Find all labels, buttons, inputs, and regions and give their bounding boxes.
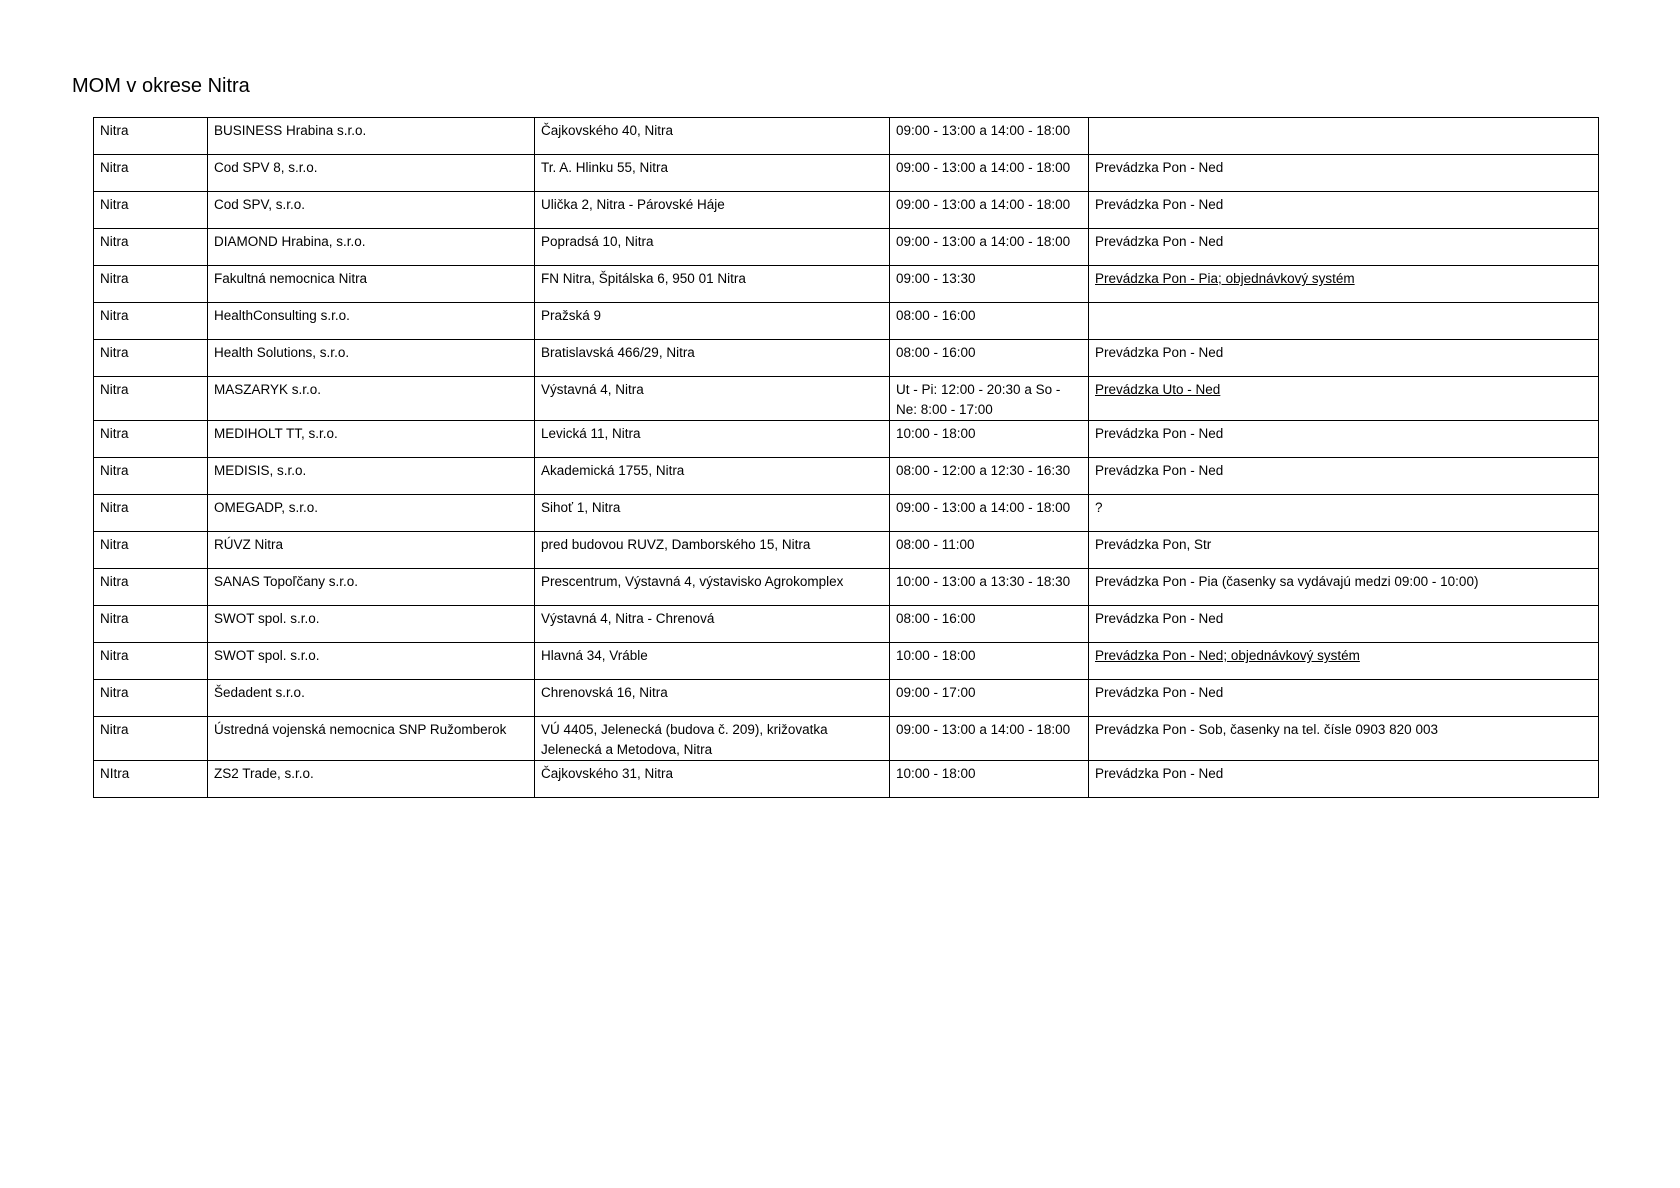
table-row <box>94 421 1599 458</box>
note-cell: Prevádzka Pon - Sob, časenky na tel. čísle 0903 820 003 <box>1089 717 1599 761</box>
name-cell: ZS2 Trade, s.r.o. <box>208 761 535 798</box>
name-cell: RÚVZ Nitra <box>208 532 535 569</box>
table-row <box>94 192 1599 229</box>
name-cell: HealthConsulting s.r.o. <box>208 303 535 340</box>
address-cell: Popradsá 10, Nitra <box>535 229 890 266</box>
city-cell: Nitra <box>94 377 208 421</box>
city-cell: Nitra <box>94 421 208 458</box>
hours-cell: 09:00 - 13:00 a 14:00 - 18:00 <box>890 192 1089 229</box>
note-cell: Prevádzka Pon - Ned <box>1089 421 1599 458</box>
hours-cell: 10:00 - 18:00 <box>890 643 1089 680</box>
city-cell: Nitra <box>94 229 208 266</box>
note-cell: ? <box>1089 495 1599 532</box>
note-cell: Prevádzka Pon - Ned <box>1089 229 1599 266</box>
table-row <box>94 303 1599 340</box>
city-cell: Nitra <box>94 266 208 303</box>
address-cell: Pražská 9 <box>535 303 890 340</box>
mom-table-body <box>94 118 1599 798</box>
name-cell: BUSINESS Hrabina s.r.o. <box>208 118 535 155</box>
note-cell: Prevádzka Pon - Ned <box>1089 340 1599 377</box>
table-row <box>94 569 1599 606</box>
hours-cell: 08:00 - 12:00 a 12:30 - 16:30 <box>890 458 1089 495</box>
city-cell: NItra <box>94 761 208 798</box>
name-cell: SANAS Topoľčany s.r.o. <box>208 569 535 606</box>
name-cell: MEDIHOLT TT, s.r.o. <box>208 421 535 458</box>
hours-cell: 08:00 - 11:00 <box>890 532 1089 569</box>
address-cell: Čajkovského 31, Nitra <box>535 761 890 798</box>
note-cell: Prevádzka Pon - Ned <box>1089 458 1599 495</box>
address-cell: Chrenovská 16, Nitra <box>535 680 890 717</box>
city-cell: Nitra <box>94 643 208 680</box>
table-row <box>94 155 1599 192</box>
table-row <box>94 606 1599 643</box>
hours-cell: 09:00 - 13:00 a 14:00 - 18:00 <box>890 495 1089 532</box>
address-cell: Ulička 2, Nitra - Párovské Háje <box>535 192 890 229</box>
note-cell: Prevádzka Pon - Ned <box>1089 680 1599 717</box>
hours-cell: 10:00 - 18:00 <box>890 421 1089 458</box>
table-row <box>94 229 1599 266</box>
city-cell: Nitra <box>94 569 208 606</box>
name-cell: OMEGADP, s.r.o. <box>208 495 535 532</box>
address-cell: Levická 11, Nitra <box>535 421 890 458</box>
hours-cell: Ut - Pi: 12:00 - 20:30 a So - Ne: 8:00 - 17:00 <box>890 377 1089 421</box>
city-cell: Nitra <box>94 717 208 761</box>
note-cell <box>1089 303 1599 340</box>
table-row <box>94 118 1599 155</box>
hours-cell: 09:00 - 13:00 a 14:00 - 18:00 <box>890 155 1089 192</box>
note-cell: Prevádzka Pon, Str <box>1089 532 1599 569</box>
city-cell: Nitra <box>94 495 208 532</box>
name-cell: MEDISIS, s.r.o. <box>208 458 535 495</box>
address-cell: Bratislavská 466/29, Nitra <box>535 340 890 377</box>
city-cell: Nitra <box>94 458 208 495</box>
name-cell: Cod SPV, s.r.o. <box>208 192 535 229</box>
city-cell: Nitra <box>94 303 208 340</box>
address-cell: Tr. A. Hlinku 55, Nitra <box>535 155 890 192</box>
table-row <box>94 717 1599 761</box>
name-cell: Šedadent s.r.o. <box>208 680 535 717</box>
note-cell: Prevádzka Pon - Pia (časenky sa vydávajú medzi 09:00 - 10:00) <box>1089 569 1599 606</box>
name-cell: Ústredná vojenská nemocnica SNP Ružomberok <box>208 717 535 761</box>
city-cell: Nitra <box>94 155 208 192</box>
city-cell: Nitra <box>94 192 208 229</box>
city-cell: Nitra <box>94 680 208 717</box>
hours-cell: 09:00 - 13:00 a 14:00 - 18:00 <box>890 118 1089 155</box>
table-row <box>94 761 1599 798</box>
table-row <box>94 532 1599 569</box>
name-cell: MASZARYK s.r.o. <box>208 377 535 421</box>
hours-cell: 10:00 - 13:00 a 13:30 - 18:30 <box>890 569 1089 606</box>
city-cell: Nitra <box>94 532 208 569</box>
address-cell: Výstavná 4, Nitra <box>535 377 890 421</box>
note-cell <box>1089 118 1599 155</box>
hours-cell: 10:00 - 18:00 <box>890 761 1089 798</box>
note-cell: Prevádzka Pon - Ned <box>1089 761 1599 798</box>
name-cell: Health Solutions, s.r.o. <box>208 340 535 377</box>
address-cell: Čajkovského 40, Nitra <box>535 118 890 155</box>
name-cell: SWOT spol. s.r.o. <box>208 643 535 680</box>
address-cell: Prescentrum, Výstavná 4, výstavisko Agrokomplex <box>535 569 890 606</box>
note-cell: Prevádzka Pon - Pia; objednávkový systém <box>1089 266 1599 303</box>
note-cell: Prevádzka Pon - Ned; objednávkový systém <box>1089 643 1599 680</box>
hours-cell: 08:00 - 16:00 <box>890 303 1089 340</box>
table-row <box>94 266 1599 303</box>
address-cell: FN Nitra, Špitálska 6, 950 01 Nitra <box>535 266 890 303</box>
table-row <box>94 377 1599 421</box>
note-cell: Prevádzka Pon - Ned <box>1089 192 1599 229</box>
note-cell: Prevádzka Pon - Ned <box>1089 606 1599 643</box>
name-cell: DIAMOND Hrabina, s.r.o. <box>208 229 535 266</box>
city-cell: Nitra <box>94 606 208 643</box>
city-cell: Nitra <box>94 118 208 155</box>
table-row <box>94 643 1599 680</box>
table-row <box>94 340 1599 377</box>
hours-cell: 08:00 - 16:00 <box>890 606 1089 643</box>
name-cell: SWOT spol. s.r.o. <box>208 606 535 643</box>
hours-cell: 08:00 - 16:00 <box>890 340 1089 377</box>
address-cell: VÚ 4405, Jelenecká (budova č. 209), križovatka Jelenecká a Metodova, Nitra <box>535 717 890 761</box>
hours-cell: 09:00 - 17:00 <box>890 680 1089 717</box>
mom-table <box>93 117 1599 798</box>
table-row <box>94 458 1599 495</box>
note-cell: Prevádzka Uto - Ned <box>1089 377 1599 421</box>
table-row <box>94 495 1599 532</box>
name-cell: Fakultná nemocnica Nitra <box>208 266 535 303</box>
page-title: MOM v okrese Nitra <box>72 75 250 97</box>
address-cell: pred budovou RUVZ, Damborského 15, Nitra <box>535 532 890 569</box>
name-cell: Cod SPV 8, s.r.o. <box>208 155 535 192</box>
address-cell: Výstavná 4, Nitra - Chrenová <box>535 606 890 643</box>
hours-cell: 09:00 - 13:00 a 14:00 - 18:00 <box>890 229 1089 266</box>
note-cell: Prevádzka Pon - Ned <box>1089 155 1599 192</box>
address-cell: Hlavná 34, Vráble <box>535 643 890 680</box>
hours-cell: 09:00 - 13:00 a 14:00 - 18:00 <box>890 717 1089 761</box>
city-cell: Nitra <box>94 340 208 377</box>
address-cell: Sihoť 1, Nitra <box>535 495 890 532</box>
hours-cell: 09:00 - 13:30 <box>890 266 1089 303</box>
address-cell: Akademická 1755, Nitra <box>535 458 890 495</box>
table-row <box>94 680 1599 717</box>
